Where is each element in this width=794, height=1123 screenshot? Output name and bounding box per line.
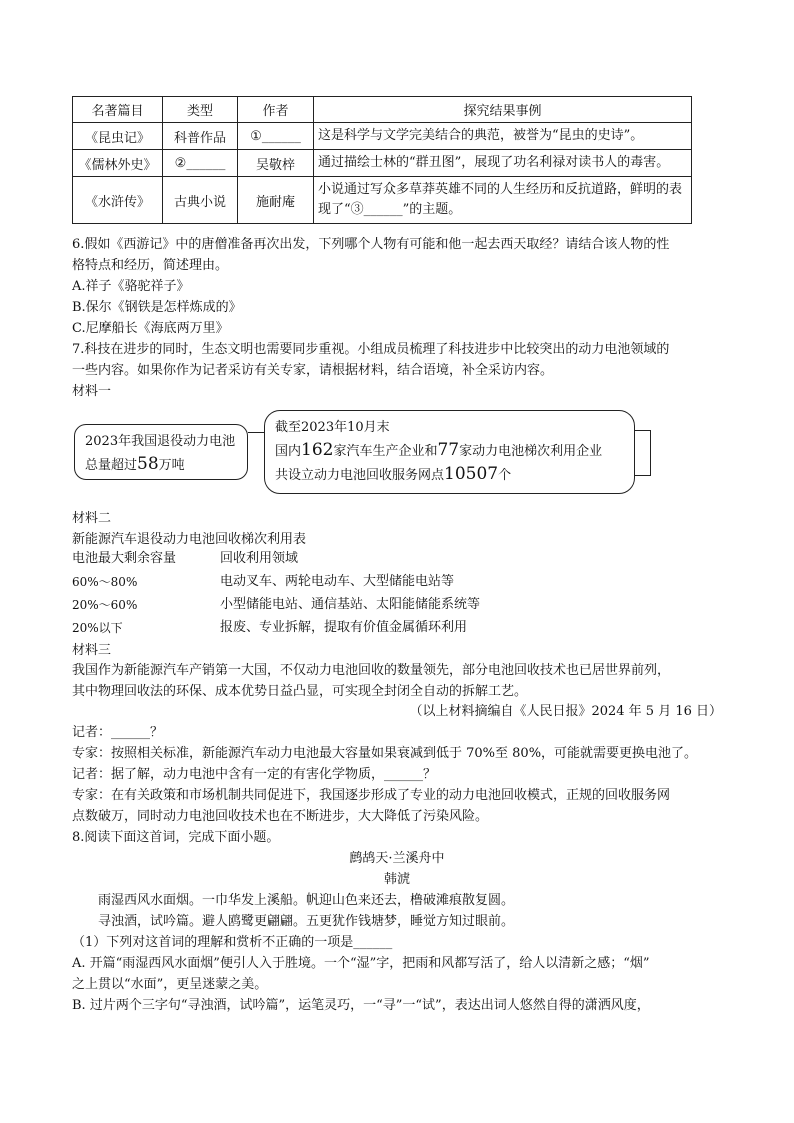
box-right-line1: 截至2023年10月末	[275, 420, 390, 435]
q6-option-a: A.祥子《骆驼祥子》	[72, 279, 190, 294]
q8-stem: 8.阅读下面这首词，完成下面小题。	[72, 830, 280, 845]
table2-field: 报废、专业拆解，提取有价值金属循环利用	[220, 620, 468, 635]
table-header: 作者	[238, 97, 314, 123]
literary-works-table	[72, 96, 692, 224]
poem-line1: 雨湿西风水面烟。一巾华发上溪船。帆迎山色来还去，橹破滩痕散复圆。	[98, 893, 515, 908]
table2-field: 电动叉车、两轮电动车、大型储能电站等	[220, 574, 455, 589]
box-left-line2: 总量超过58万吨	[85, 454, 185, 474]
table-row	[73, 150, 692, 177]
bracket-connector	[634, 430, 651, 476]
q8-option-b-line1: B. 过片两个三字句“寻浊酒，试吟篇”，运笔灵巧，一“寻”一“试”，表达出词人悠然自得的潇洒风度，	[72, 998, 650, 1013]
table-header: 探究结果事例	[314, 97, 692, 123]
table-row	[73, 123, 692, 150]
q7-stem-line2: 一些内容。如果你作为记者采访有关专家，请根据材料，结合语境，补全采访内容。	[72, 363, 554, 378]
table-cell: 《水浒传》	[73, 177, 163, 224]
q8-sub1: （1）下列对这首词的理解和赏析不正确的一项是______	[72, 935, 393, 950]
poem-title: 鹧鸪天·兰溪舟中	[349, 851, 445, 866]
dialog-line: 专家：按照相关标准，新能源汽车动力电池最大容量如果衰减到低于 70%至 80%，可能就需要更换电池了。	[72, 746, 698, 761]
q7-stem-line1: 7.科技在进步的同时，生态文明也需要同步重视。小组成员梳理了科技进步中比较突出的动力电池领域的	[72, 342, 670, 357]
material2-label: 材料二	[72, 511, 112, 526]
material1-label: 材料一	[72, 384, 112, 399]
table-header: 类型	[163, 97, 238, 123]
material1-box-left	[74, 424, 248, 480]
q8-option-a-line2: 之上贯以“水面”，更呈迷蒙之美。	[72, 977, 268, 992]
table-cell: 《昆虫记》	[73, 123, 163, 150]
dialog-line: 专家：在有关政策和市场机制共同促进下，我国逐步形成了专业的动力电池回收模式，正规的回收服务网	[72, 788, 671, 803]
table-header: 名著篇目	[73, 97, 163, 123]
q6-stem-line1: 6.假如《西游记》中的唐僧准备再次出发，下列哪个人物有可能和他一起去西天取经？请结合该人物的性	[72, 237, 670, 252]
table2-title: 新能源汽车退役动力电池回收梯次利用表	[72, 532, 307, 547]
table2-header-capacity: 电池最大剩余容量	[72, 551, 177, 566]
poem-line2: 寻浊酒，试吟篇。避人鸥鹭更翩翩。五更犹作钱塘梦，睡觉方知过眼前。	[98, 914, 515, 929]
material1-box-right	[264, 410, 635, 494]
q6-option-b: B.保尔《钢铁是怎样炼成的》	[72, 300, 242, 315]
material3-line2: 其中物理回收法的环保、成本优势日益凸显，可实现全封闭全自动的拆解工艺。	[72, 684, 528, 699]
box-right-line2: 国内162家汽车生产企业和77家动力电池梯次利用企业	[275, 440, 603, 460]
material3-label: 材料三	[72, 643, 112, 658]
table2-header-field: 回收利用领域	[220, 551, 299, 566]
dialog-line: 记者：______？	[72, 725, 164, 740]
dialog-line: 记者：据了解，动力电池中含有一定的有害化学物质，______？	[72, 767, 437, 782]
q6-stem-line2: 格特点和经历，简述理由。	[72, 258, 229, 273]
dialog-line: 点数破万，同时动力电池回收技术也在不断进步，大大降低了污染风险。	[72, 809, 489, 824]
connector-line	[248, 432, 264, 433]
box-left-line1: 2023年我国退役动力电池	[85, 434, 236, 449]
q6-option-c: C.尼摩船长《海底两万里》	[72, 321, 229, 336]
table-cell: 这是科学与文学完美结合的典范，被誉为“昆虫的史诗”。	[314, 123, 692, 150]
table2-field: 小型储能电站、通信基站、太阳能储能系统等	[220, 597, 481, 612]
material3-line1: 我国作为新能源汽车产销第一大国，不仅动力电池回收的数量领先，部分电池回收技术也已居世界前列，	[72, 663, 671, 678]
table-cell: ①______	[238, 123, 314, 150]
table-cell: 古典小说	[163, 177, 238, 224]
q8-option-a-line1: A. 开篇“雨湿西风水面烟”便引人入于胜境。一个“湿”字，把雨和风都写活了，给人以清新之感；“烟”	[72, 956, 650, 971]
box-right-line3: 共设立动力电池回收服务网点10507个	[275, 464, 512, 484]
table-cell: 《儒林外史》	[73, 150, 163, 177]
table2-capacity: 20%～60%	[72, 598, 138, 612]
table-cell: ②______	[163, 150, 238, 177]
table-row	[73, 177, 692, 224]
table-cell: 科普作品	[163, 123, 238, 150]
table-cell: 小说通过写众多草莽英雄不同的人生经历和反抗道路，鲜明的表现了“③______”的主题。	[314, 177, 692, 224]
table-cell: 吴敬梓	[238, 150, 314, 177]
table-cell: 通过描绘士林的“群丑图”，展现了功名利禄对读书人的毒害。	[314, 150, 692, 177]
table2-capacity: 60%～80%	[72, 575, 138, 589]
material-source: （以上材料摘编自《人民日报》2024 年 5 月 16 日）	[409, 704, 722, 719]
table2-capacity: 20%以下	[72, 621, 123, 635]
poem-author: 韩淲	[383, 872, 410, 887]
table-cell: 施耐庵	[238, 177, 314, 224]
table-header-row	[73, 97, 692, 123]
